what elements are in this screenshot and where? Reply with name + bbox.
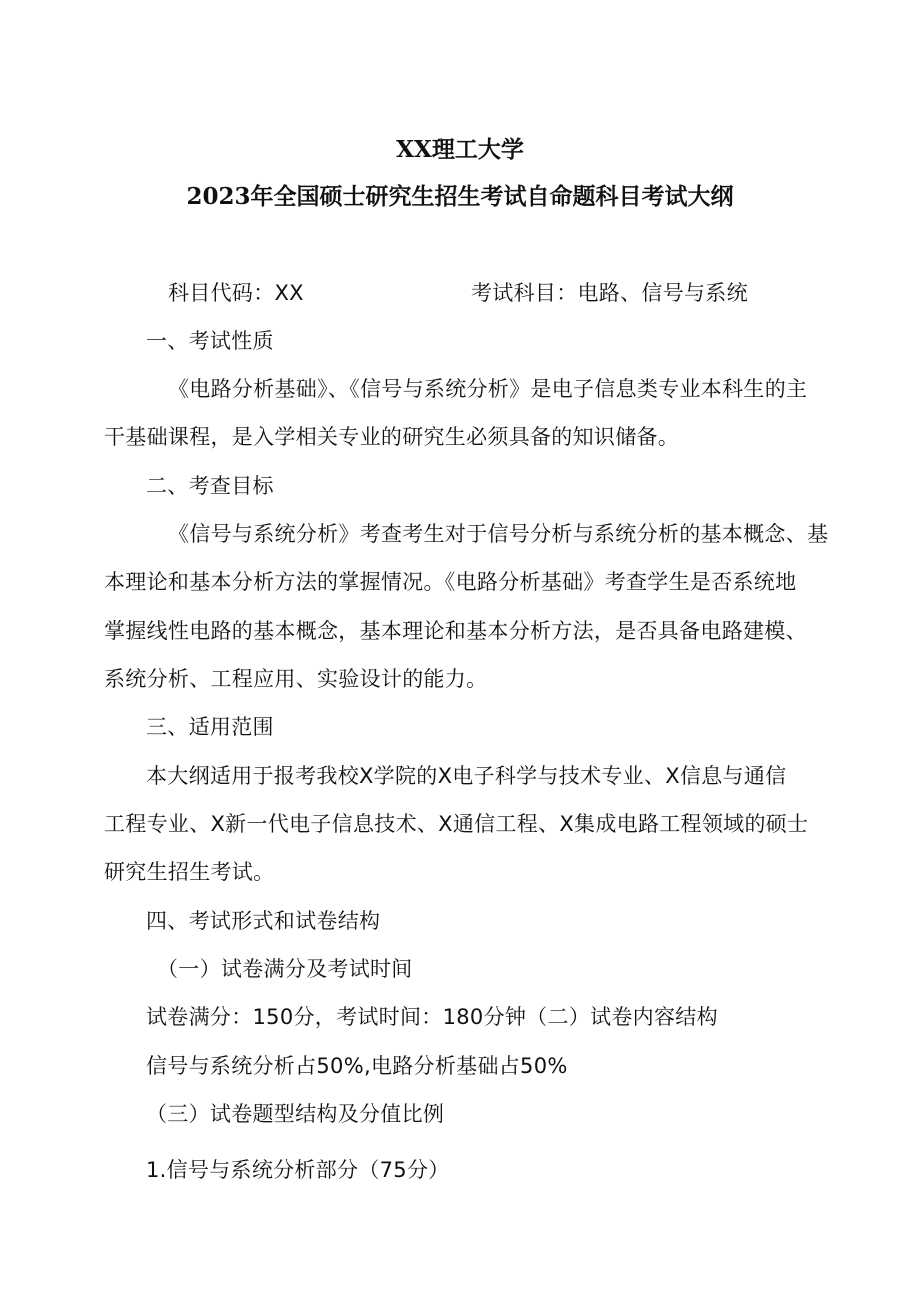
university-title: XX理工大学 — [396, 136, 524, 163]
paragraph-line: 研究生招生考试。 — [104, 860, 275, 884]
exam-subject: 考试科目：电路、信号与系统 — [471, 281, 748, 305]
list-item: 1.信号与系统分析部分（75分） — [146, 1158, 450, 1182]
paragraph-line: 《信号与系统分析》考查考生对于信号分析与系统分析的基本概念、基 — [168, 522, 829, 546]
exam-outline-title: 2023年全国硕士研究生招生考试自命题科目考试大纲 — [186, 183, 734, 210]
section-heading-goal: 二、考查目标 — [146, 474, 274, 498]
paragraph-line: 本大纲适用于报考我校X学院的X电子科学与技术专业、X信息与通信 — [146, 764, 787, 788]
section-heading-nature: 一、考试性质 — [146, 329, 274, 353]
paragraph-line: 本理论和基本分析方法的掌握情况。《电路分析基础》考查学生是否系统地 — [104, 570, 797, 594]
section-heading-scope: 三、适用范围 — [146, 715, 274, 739]
subject-code: 科目代码：XX — [168, 281, 304, 305]
paragraph-line: 掌握线性电路的基本概念，基本理论和基本分析方法，是否具备电路建模、 — [104, 619, 807, 643]
paragraph-line: 信号与系统分析占50%,电路分析基础占50% — [146, 1054, 568, 1078]
paragraph-line: 系统分析、工程应用、实验设计的能力。 — [104, 667, 488, 691]
paragraph-line: 《电路分析基础》、《信号与系统分析》是电子信息类专业本科生的主 — [168, 377, 808, 401]
subsection-heading: （三）试卷题型结构及分值比例 — [146, 1102, 445, 1126]
paragraph-line: 干基础课程，是入学相关专业的研究生必须具备的知识储备。 — [104, 425, 680, 449]
subsection-heading: （一）试卷满分及考试时间 — [157, 957, 413, 981]
paragraph-line: 工程专业、X新一代电子信息技术、X通信工程、X集成电路工程领域的硕士 — [104, 812, 809, 836]
section-heading-structure: 四、考试形式和试卷结构 — [146, 909, 381, 933]
paragraph-line: 试卷满分：150分，考试时间：180分钟（二）试卷内容结构 — [146, 1005, 718, 1029]
